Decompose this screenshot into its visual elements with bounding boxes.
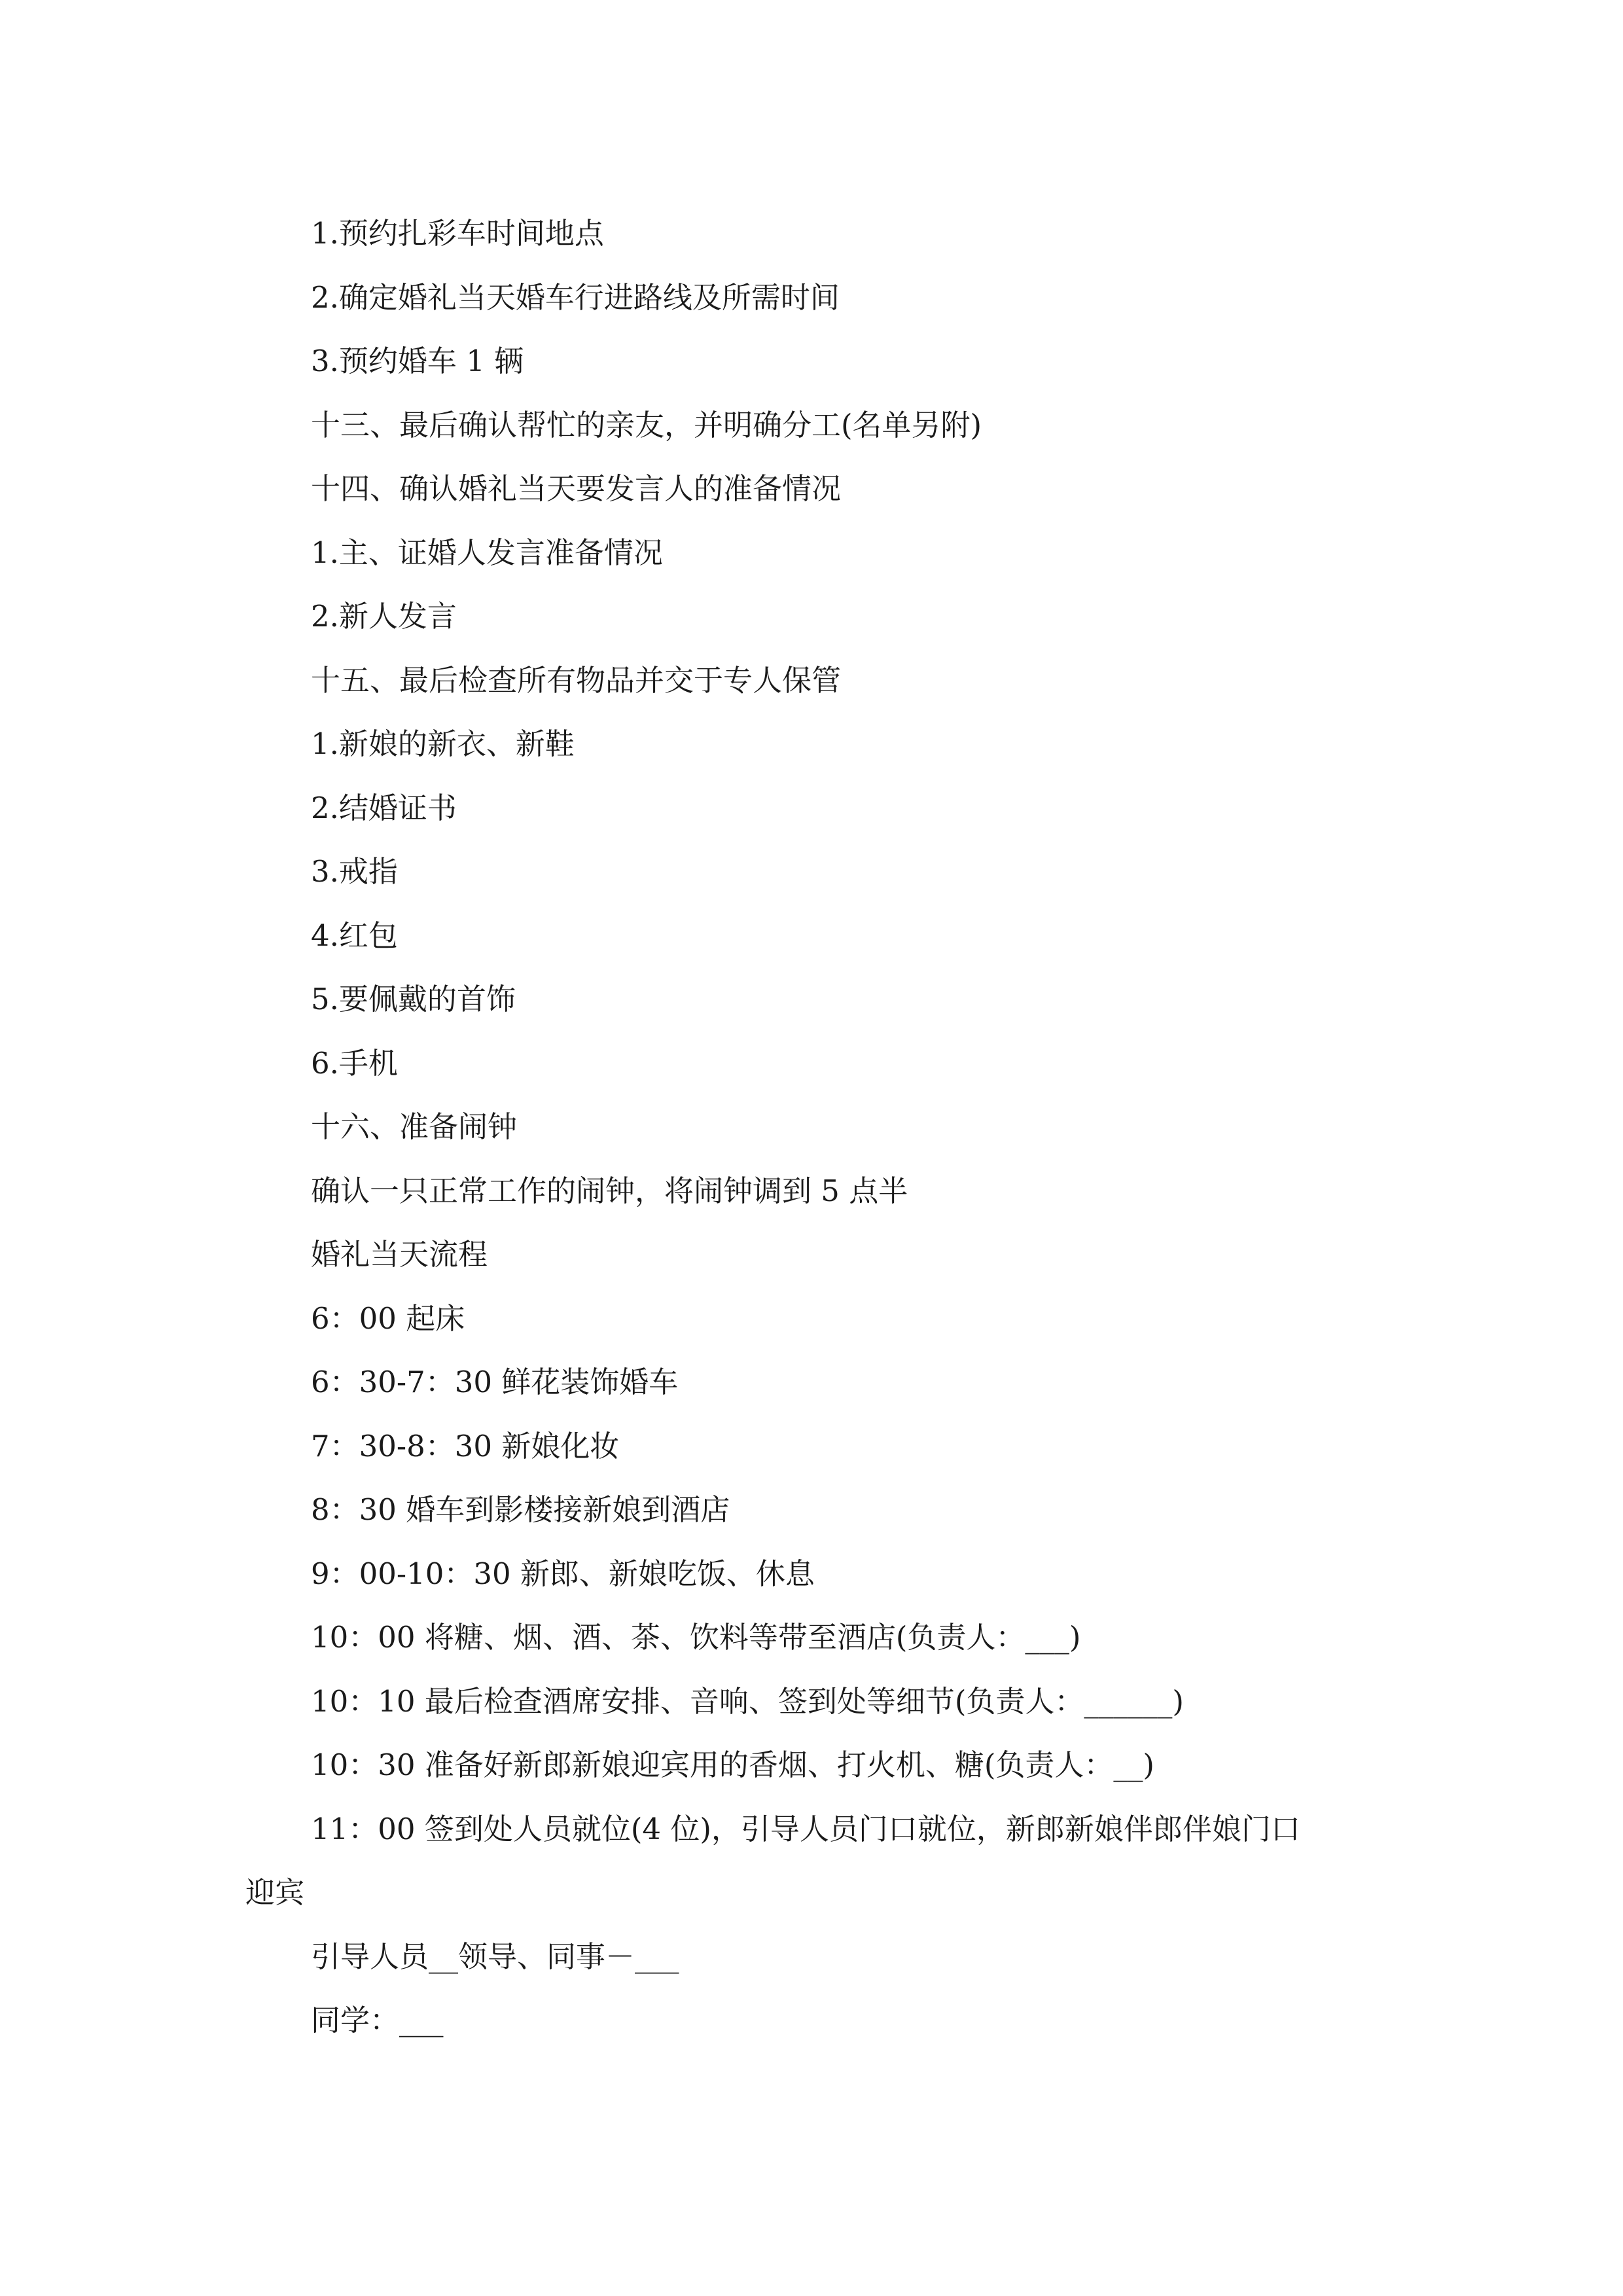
text-line: 3.预约婚车 1 辆 (311, 344, 524, 378)
text-line: 2.结婚证书 (311, 790, 457, 825)
document-body (245, 202, 1397, 2053)
text-line: 5.要佩戴的首饰 (311, 982, 516, 1016)
section-heading: 十五、最后检查所有物品并交于专人保管 (311, 662, 842, 698)
text-line: 同学：___ (311, 2003, 444, 2037)
section-heading: 十六、准备闹钟 (311, 1109, 518, 1144)
text-line: 2.新人发言 (311, 599, 457, 634)
schedule-line: 10：00 将糖、烟、酒、茶、饮料等带至酒店(负责人：___) (311, 1620, 1081, 1655)
schedule-line: 10：10 最后检查酒席安排、音响、签到处等细节(负责人：______) (311, 1683, 1184, 1719)
text-line: 4.红包 (311, 918, 398, 953)
text-line: 确认一只正常工作的闹钟，将闹钟调到 5 点半 (311, 1173, 908, 1208)
text-line: 3.戒指 (311, 854, 398, 889)
text-line: 2.确定婚礼当天婚车行进路线及所需时间 (311, 279, 840, 315)
section-heading: 十四、确认婚礼当天要发言人的准备情况 (311, 471, 842, 506)
section-heading: 婚礼当天流程 (311, 1237, 488, 1272)
schedule-line: 7：30-8：30 新娘化妆 (311, 1428, 620, 1463)
section-heading: 十三、最后确认帮忙的亲友，并明确分工(名单另附) (311, 407, 982, 442)
text-line: 1.主、证婚人发言准备情况 (311, 535, 663, 570)
schedule-line-continuation: 迎宾 (245, 1875, 305, 1910)
schedule-line: 11：00 签到处人员就位(4 位)，引导人员门口就位，新郎新娘伴郎伴娘门口 (311, 1811, 1300, 1846)
schedule-line: 8：30 婚车到影楼接新娘到酒店 (311, 1492, 730, 1527)
schedule-line: 6：00 起床 (311, 1300, 465, 1336)
text-line: 1.新娘的新衣、新鞋 (311, 726, 575, 761)
text-line: 引导人员__领导、同事－___ (311, 1939, 679, 1974)
schedule-line: 6：30-7：30 鲜花装饰婚车 (311, 1365, 679, 1399)
text-line: 1.预约扎彩车时间地点 (311, 216, 604, 251)
text-line: 6.手机 (311, 1045, 398, 1081)
schedule-line: 10：30 准备好新郎新娘迎宾用的香烟、打火机、糖(负责人：__) (311, 1748, 1154, 1782)
schedule-line: 9：00-10：30 新郎、新娘吃饭、休息 (311, 1556, 815, 1591)
